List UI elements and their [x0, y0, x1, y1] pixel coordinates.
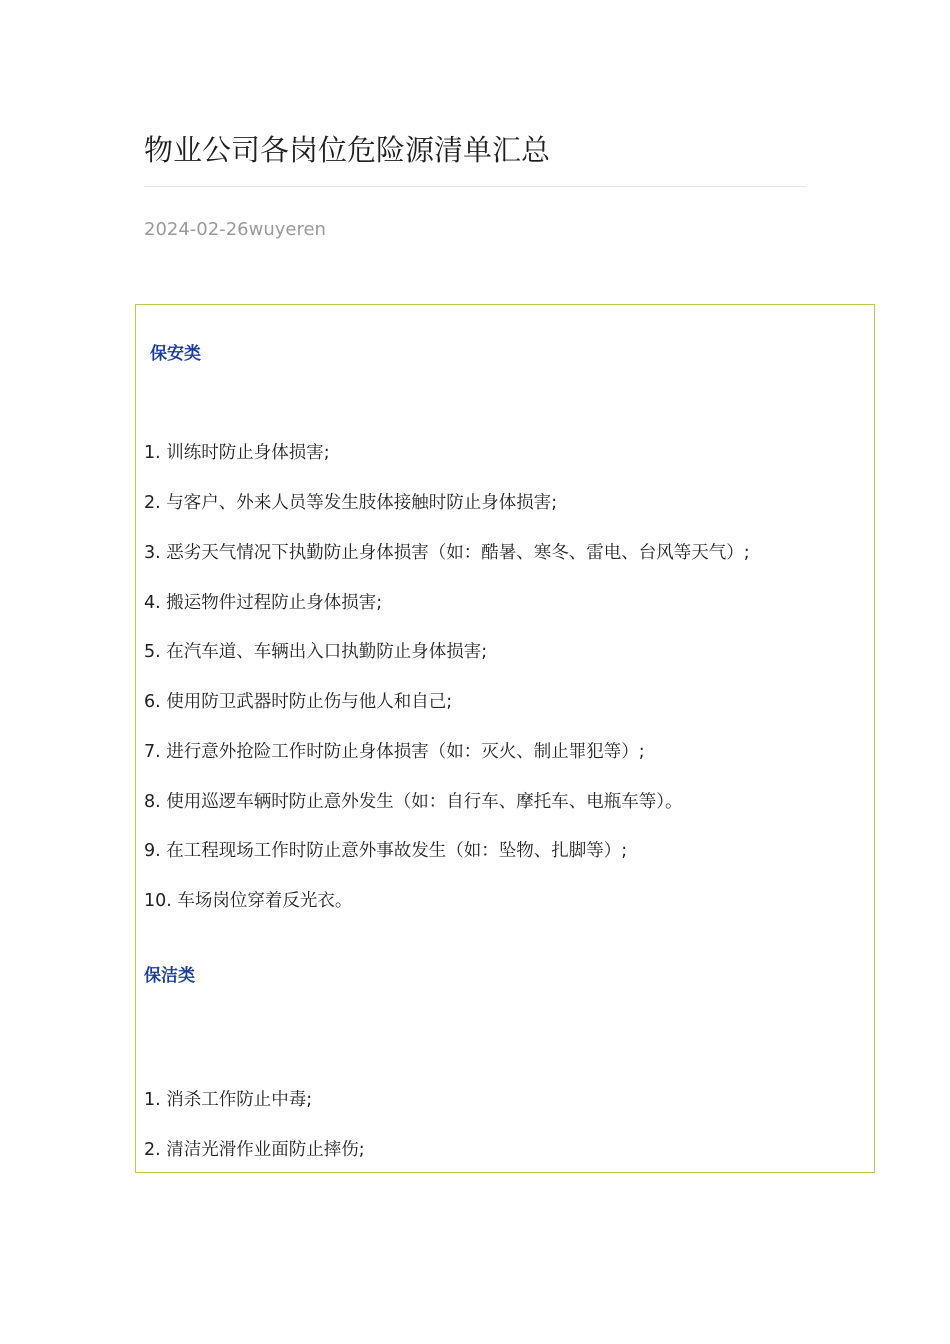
list-item: 6. 使用防卫武器时防止伤与他人和自己; — [144, 692, 453, 712]
list-item: 1. 训练时防止身体损害; — [144, 443, 330, 463]
article-meta: 2024-02-26wuyeren — [144, 219, 326, 240]
list-item: 4. 搬运物件过程防止身体损害; — [144, 593, 383, 613]
article-title: 物业公司各岗位危险源清单汇总 — [144, 133, 551, 167]
section-heading-security: 保安类 — [150, 344, 201, 364]
list-item: 3. 恶劣天气情况下执勤防止身体损害（如：酷暑、寒冬、雷电、台风等天气）; — [144, 543, 750, 563]
list-item: 5. 在汽车道、车辆出入口执勤防止身体损害; — [144, 642, 488, 662]
list-item: 1. 消杀工作防止中毒; — [144, 1090, 313, 1110]
list-item: 9. 在工程现场工作时防止意外事故发生（如：坠物、扎脚等）; — [144, 841, 628, 861]
title-divider — [144, 186, 806, 187]
list-item: 2. 清洁光滑作业面防止摔伤; — [144, 1140, 365, 1160]
content-box — [135, 304, 875, 1173]
list-item: 7. 进行意外抢险工作时防止身体损害（如：灭火、制止罪犯等）; — [144, 742, 645, 762]
list-item: 10. 车场岗位穿着反光衣。 — [144, 891, 353, 911]
section-heading-cleaning: 保洁类 — [144, 966, 195, 986]
list-item: 8. 使用巡逻车辆时防止意外发生（如：自行车、摩托车、电瓶车等）。 — [144, 792, 683, 812]
list-item: 2. 与客户、外来人员等发生肢体接触时防止身体损害; — [144, 493, 558, 513]
